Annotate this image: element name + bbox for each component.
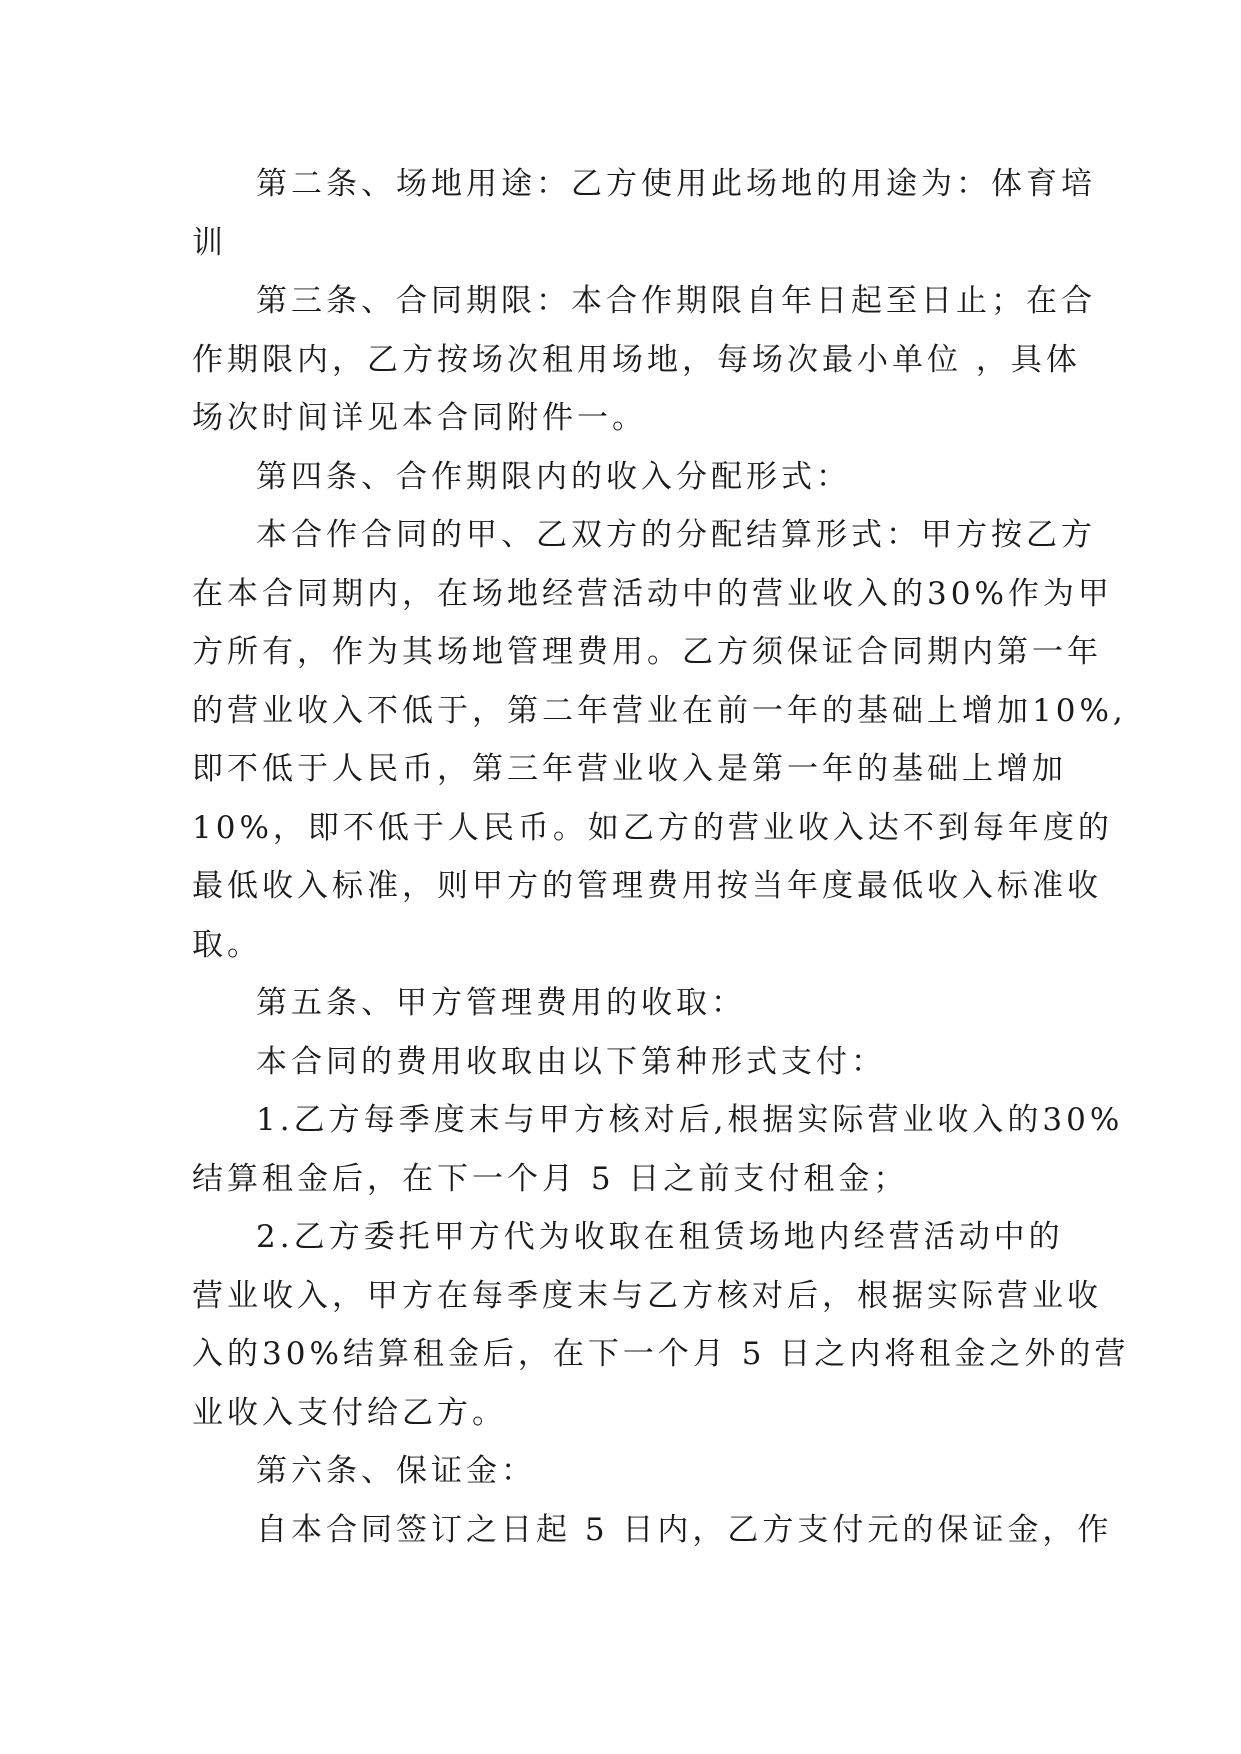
text-line: 第三条、合同期限：本合作期限自年日起至日止；在合 xyxy=(256,283,1096,319)
text-line: 入的30%结算租金后，在下一个月 5 日之内将租金之外的营 xyxy=(192,1336,1130,1372)
text-line: 第四条、合作期限内的收入分配形式： xyxy=(256,458,851,495)
text-line: 1.乙方每季度末与甲方核对后,根据实际营业收入的30% xyxy=(256,1102,1124,1138)
text-line: 训 xyxy=(192,224,227,261)
paragraph-article-5-heading xyxy=(192,974,1052,1033)
text-line: 的营业收入不低于，第二年营业在前一年的基础上增加10%, xyxy=(192,692,1127,729)
text-line: 场次时间详见本合同附件一。 xyxy=(192,400,647,436)
text-line: 2.乙方委托甲方代为收取在租赁场地内经营活动中的 xyxy=(256,1219,1064,1255)
paragraph-article-6-body xyxy=(192,1501,1113,1560)
text-line: 即不低于人民币，第三年营业收入是第一年的基础上增加 xyxy=(192,751,1067,787)
paragraph-article-5-intro xyxy=(192,1033,1052,1092)
text-line: 本合同的费用收取由以下第种形式支付： xyxy=(256,1043,886,1080)
text-line: 第二条、场地用途：乙方使用此场地的用途为：体育培 xyxy=(256,166,1096,202)
paragraph-article-5-item-1 xyxy=(192,1091,1124,1208)
text-line: 方所有，作为其场地管理费用。乙方须保证合同期内第一年 xyxy=(192,634,1102,670)
paragraph-article-2 xyxy=(192,155,1096,272)
paragraph-article-5-item-2 xyxy=(192,1208,1130,1442)
text-line: 结算租金后，在下一个月 5 日之前支付租金； xyxy=(192,1160,909,1197)
text-line: 营业收入，甲方在每季度末与乙方核对后，根据实际营业收 xyxy=(192,1277,1102,1314)
text-line: 业收入支付给乙方。 xyxy=(192,1394,507,1431)
text-line: 10%，即不低于人民币。如乙方的营业收入达不到每年度的 xyxy=(192,809,1113,846)
text-line: 自本合同签订之日起 5 日内，乙方支付元的保证金，作 xyxy=(256,1511,1113,1548)
paragraph-article-6-heading xyxy=(192,1442,1052,1501)
text-line: 第五条、甲方管理费用的收取： xyxy=(256,985,746,1021)
text-line: 第六条、保证金： xyxy=(256,1453,536,1489)
text-line: 本合作合同的甲、乙双方的分配结算形式：甲方按乙方 xyxy=(256,517,1096,553)
document-text-body xyxy=(192,155,1130,1559)
paragraph-article-4-body xyxy=(192,506,1127,974)
text-line: 作期限内，乙方按场次租用场地，每场次最小单位 ，具体 xyxy=(192,341,1081,378)
text-line: 在本合同期内，在场地经营活动中的营业收入的30%作为甲 xyxy=(192,575,1113,612)
paragraph-article-3 xyxy=(192,272,1096,448)
text-line: 取。 xyxy=(192,926,262,963)
paragraph-article-4-heading xyxy=(192,448,1052,507)
text-line: 最低收入标准，则甲方的管理费用按当年度最低收入标准收 xyxy=(192,868,1102,904)
